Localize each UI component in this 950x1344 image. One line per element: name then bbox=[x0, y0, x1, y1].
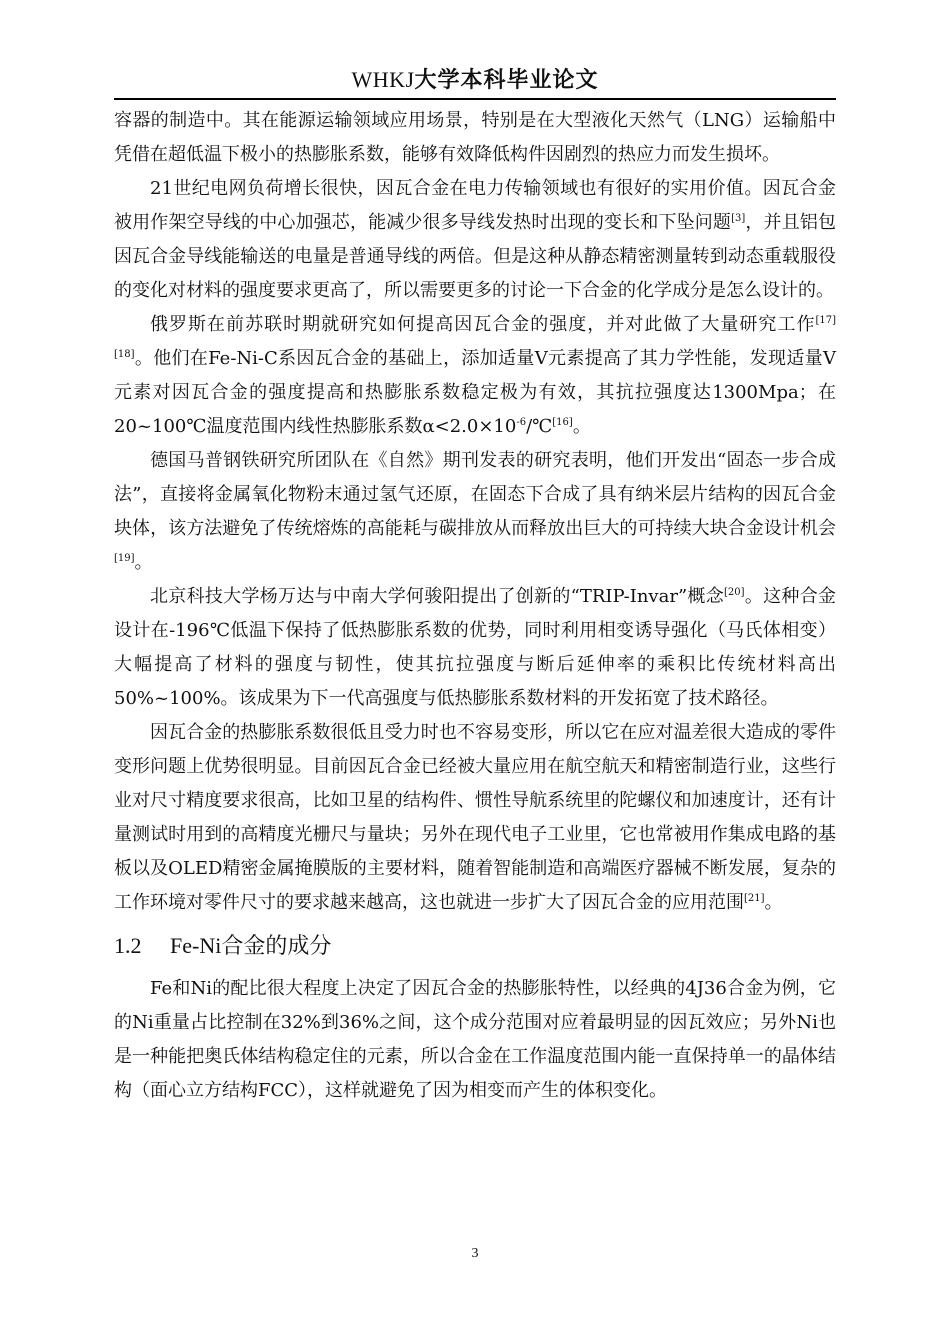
paragraph-text: 因瓦合金的热膨胀系数很低且受力时也不容易变形，所以它在应对温差很大造成的零件变形问题上优势很明显。目前因瓦合金已经被大量应用在航空航天和精密制造行业，这些行业对尺寸精度要求很高，比如卫星的结构件、惯性导航系统里的陀螺仪和加速度计，还有计量测试时用到的高精度光栅尺与量块；另外在现代电子工业里，它也常被用作集成电路的基板以及OLED精密金属掩膜版的主要材料，随着智能制造和高端医疗器械不断发展，复杂的工作环境对零件尺寸的要求越来越高，这也就进一步扩大了因瓦合金的应用范围 bbox=[114, 722, 836, 913]
paragraph bbox=[114, 172, 836, 308]
paragraph-text: 俄罗斯在前苏联时期就研究如何提高因瓦合金的强度，并对此做了大量研究工作 bbox=[150, 314, 816, 335]
paragraph bbox=[114, 444, 836, 580]
paragraph-text: Fe和Ni的配比很大程度上决定了因瓦合金的热膨胀特性，以经典的4J36合金为例，它的Ni重量占比控制在32%到36%之间，这个成分范围对应着最明显的因瓦效应；另外Ni也是一种能把奥氏体结构稳定住的元素，所以合金在工作温度范围内能一直保持单一的晶体结构（面心立方结构FCC），这样就避免了因为相变而产生的体积变化。 bbox=[114, 978, 836, 1101]
paragraph bbox=[114, 104, 836, 172]
section-title: Fe-Ni合金的成分 bbox=[170, 933, 332, 958]
paragraph-text: 。 bbox=[134, 552, 153, 573]
section-heading bbox=[114, 926, 836, 966]
paragraph-text: 。这种合金设计在-196℃低温下保持了低热膨胀系数的优势，同时利用相变诱导强化（马氏体相变）大幅提高了材料的强度与韧性，使其抗拉强度与断后延伸率的乘积比传统材料高出50%~100%。该成果为下一代高强度与低热膨胀系数材料的开发拓宽了技术路径。 bbox=[114, 586, 836, 709]
paragraph-text: 。 bbox=[572, 416, 591, 437]
section-number: 1.2 bbox=[114, 933, 142, 958]
citation[interactable]: [17][18] bbox=[114, 315, 836, 360]
paragraph-text: ，并且铝包因瓦合金导线能输送的电量是普通导线的两倍。但是这种从静态精密测量转到动态重载服役的变化对材料的强度要求更高了，所以需要更多的讨论一下合金的化学成分是怎么设计的。 bbox=[114, 212, 836, 301]
paragraph bbox=[114, 972, 836, 1108]
paragraph-text: 北京科技大学杨万达与中南大学何骏阳提出了创新的“TRIP-Invar”概念 bbox=[150, 586, 725, 607]
citation[interactable]: [3] bbox=[731, 213, 746, 224]
body-text bbox=[114, 104, 836, 1108]
paragraph-text: 。 bbox=[764, 892, 783, 913]
header-rule bbox=[114, 98, 836, 100]
header-title-cn: 大学本科毕业论文 bbox=[414, 68, 599, 93]
citation[interactable]: [19] bbox=[114, 553, 135, 564]
header-title-latin: WHKJ bbox=[351, 67, 415, 92]
paragraph-text: 德国马普钢铁研究所团队在《自然》期刊发表的研究表明，他们开发出“固态一步合成法”，直接将金属氧化物粉末通过氢气还原，在固态下合成了具有纳米层片结构的因瓦合金块体，该方法避免了传统熔炼的高能耗与碳排放从而释放出巨大的可持续大块合金设计机会 bbox=[114, 450, 836, 539]
page-number: 3 bbox=[471, 1246, 479, 1261]
citation[interactable]: [20] bbox=[724, 587, 745, 598]
paragraph-text: 容器的制造中。其在能源运输领域应用场景，特别是在大型液化天然气（LNG）运输船中凭借在超低温下极小的热膨胀系数，能够有效降低构件因剧烈的热应力而发生损坏。 bbox=[114, 110, 836, 165]
exponent: -6 bbox=[516, 417, 527, 428]
citation[interactable]: [21] bbox=[744, 893, 765, 904]
paragraph bbox=[114, 580, 836, 716]
paragraph-text: /℃ bbox=[526, 416, 553, 437]
paragraph bbox=[114, 308, 836, 444]
paragraph bbox=[114, 716, 836, 920]
paragraph-text: 。他们在Fe-Ni-C系因瓦合金的基础上，添加适量V元素提高了其力学性能，发现适量V元素对因瓦合金的强度提高和热膨胀系数稳定极为有效，其抗拉强度达1300Mpa；在20~100℃温度范围内线性热膨胀系数α<2.0×10 bbox=[114, 348, 836, 437]
page-header bbox=[114, 64, 836, 96]
paragraph-text: 21世纪电网负荷增长很快，因瓦合金在电力传输领域也有很好的实用价值。因瓦合金被用作架空导线的中心加强芯，能减少很多导线发热时出现的变长和下坠问题 bbox=[114, 178, 836, 233]
citation[interactable]: [16] bbox=[552, 417, 573, 428]
